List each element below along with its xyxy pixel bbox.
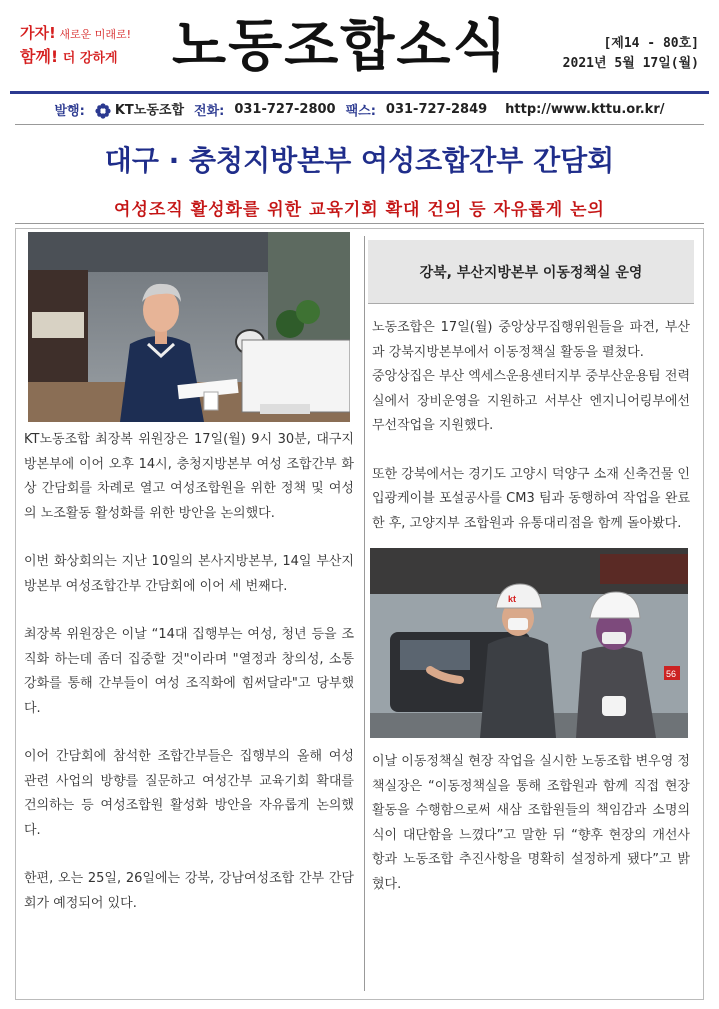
right-paragraph: 노동조합은 17일(월) 중앙상무집행위원들을 파견, 부산과 강북지방본부에서 이동정책실 활동을 펼쳤다. bbox=[372, 320, 690, 360]
publisher-info-bar bbox=[0, 96, 719, 122]
publisher-name: KT노동조합 bbox=[114, 103, 185, 119]
fax-number: 031-727-2849 bbox=[385, 101, 488, 117]
issue-number: [제14 - 80호] bbox=[603, 36, 699, 51]
subheadline: 여성조직 활성화를 위한 교육기회 확대 건의 등 자유롭게 논의 bbox=[114, 200, 605, 220]
left-article bbox=[20, 232, 358, 940]
newsletter-title: 노동조합소식 bbox=[172, 14, 509, 79]
left-paragraph: 이어 간담회에 참석한 조합간부들은 집행부의 올해 여성 관련 사업의 방향를 질문하고 여성간부 교육기회 확대를 건의하는 등 여성조합원 활성화 방안을 자유롭게 논의했다. bbox=[24, 749, 354, 838]
slogan-together: 함께! bbox=[20, 47, 59, 66]
right-paragraph: 이날 이동정책실 현장 작업을 실시한 노동조합 변우영 정책실장은 “이동정책실을 통해 조합원과 함께 직접 현장활동을 수행함으로써 새삼 조합원들의 책임감과 소명의식이 대단함을 느꼈다”고 말한 뒤 “향후 현장의 개선사항과 노동조합 추진사항을 명확히 설정하게 됐다”고 밝혔다. bbox=[372, 754, 690, 892]
union-logo-icon bbox=[95, 103, 111, 119]
slogan-go: 가자! bbox=[20, 24, 56, 42]
phone-number: 031-727-2800 bbox=[234, 101, 336, 117]
publisher-label: 발행: bbox=[54, 103, 85, 119]
chairman-video-meeting-illustration bbox=[28, 232, 350, 422]
headline: 대구 · 충청지방본부 여성조합간부 간담회 bbox=[104, 144, 615, 177]
sidebar-title: 강북, 부산지방본부 이동정책실 운영 bbox=[419, 264, 643, 281]
column-divider bbox=[364, 236, 365, 991]
publisher-group bbox=[95, 99, 184, 119]
left-paragraph: 한편, 오는 25일, 26일에는 강북, 강남여성조합 간부 간담회가 예정되어 있다. bbox=[24, 871, 354, 911]
masthead-divider bbox=[10, 91, 709, 94]
fax-label: 팩스: bbox=[345, 103, 376, 119]
left-paragraph: KT노동조합 최장복 위원장은 17일(월) 9시 30분, 대구지방본부에 이어 오후 14시, 충청지방본부 여성 조합간부 화상 간담회를 차례로 열고 여성조합원을 위한 정책 및 여성의 노조활동 활성화를 위한 방안을 논의했다. bbox=[24, 432, 354, 521]
chairman-photo bbox=[28, 232, 350, 422]
left-article-body bbox=[20, 428, 358, 916]
right-article-body bbox=[368, 316, 694, 536]
right-paragraph: 중앙상집은 부산 엑세스운용센터지부 중부산운용팀 전력실에서 장비운영을 지원하고 서부산 엔지니어링부에선 무선작업을 지원했다. bbox=[372, 369, 690, 433]
headline-box bbox=[15, 124, 704, 224]
left-paragraph: 최장복 위원장은 이날 “14대 집행부는 여성, 청년 등을 조직화 하는데 좀더 집중할 것"이라며 "열정과 창의성, 소통강화를 통해 간부들이 여성 조직화에 힘써달라"고 당부했다. bbox=[24, 627, 354, 716]
field-workers-illustration bbox=[370, 548, 688, 738]
number-badge: 56 bbox=[666, 669, 677, 679]
helmet-logo: kt bbox=[508, 594, 517, 604]
issue-date: 2021년 5월 17일(월) bbox=[562, 56, 699, 71]
right-article bbox=[368, 240, 694, 897]
sidebar-title-box bbox=[368, 240, 694, 304]
masthead bbox=[0, 0, 719, 92]
field-work-photo bbox=[370, 548, 688, 738]
left-paragraph: 이번 화상회의는 지난 10일의 본사지방본부, 14일 부산지방본부 여성조합간부 간담회에 이어 세 번째다. bbox=[24, 554, 354, 594]
issue-info bbox=[563, 34, 699, 74]
slogan bbox=[20, 22, 160, 70]
slogan-future: 새로운 미래로! bbox=[55, 28, 131, 41]
right-paragraph: 또한 강북에서는 경기도 고양시 덕양구 소재 신축건물 인입광케이블 포설공사를 CM3 팀과 동행하여 작업을 완료한 후, 고양지부 조합원과 유통대리점을 함께 돌아봤다. bbox=[372, 466, 690, 531]
right-article-body-2 bbox=[368, 750, 694, 897]
slogan-stronger: 더 강하게 bbox=[58, 51, 118, 66]
website-link[interactable]: http://www.kttu.or.kr/ bbox=[505, 101, 665, 117]
phone-label: 전화: bbox=[194, 103, 225, 119]
